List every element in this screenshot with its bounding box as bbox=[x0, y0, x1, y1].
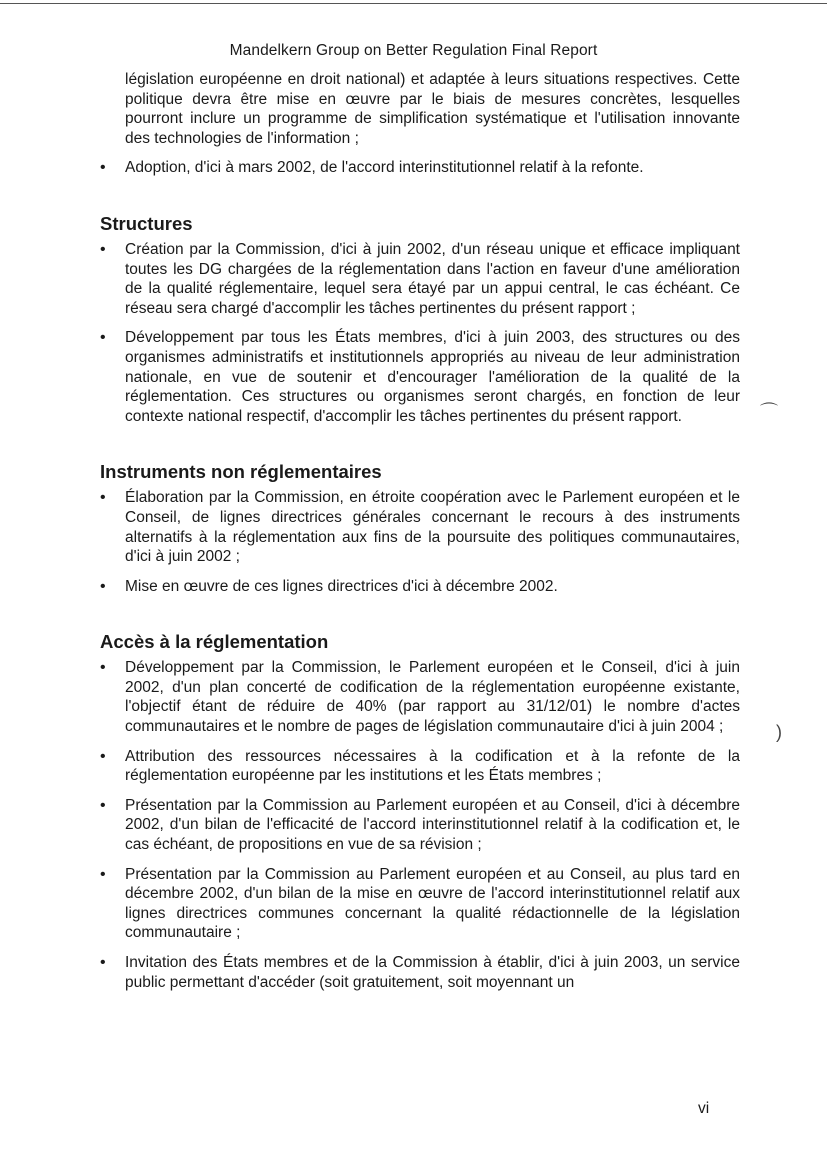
page-header: Mandelkern Group on Better Regulation Final Report bbox=[229, 42, 598, 59]
list-item-text: Invitation des États membres et de la Commission à établir, d'ici à juin 2003, un service public permettant d'accéder (soit gratuitement, soit moyennant un bbox=[125, 954, 740, 991]
bullet-icon: • bbox=[100, 954, 106, 971]
section-acces bbox=[100, 630, 740, 992]
section-heading: Instruments non réglementaires bbox=[100, 461, 382, 483]
list-item bbox=[100, 865, 740, 943]
continuation-paragraph: législation européenne en droit national) et adaptée à leurs situations respectives. Cette politique devra être mise en œuvre par le biais de mesures concrètes, lesquelles pourront inclure un programme de simplification systématique et l'utilisation innovante des technologies de l'information ; bbox=[125, 71, 740, 147]
list-item-text: Attribution des ressources nécessaires à la codification et à la refonte de la réglementation européenne par les institutions et les États membres ; bbox=[125, 747, 740, 785]
list-item-text: Présentation par la Commission au Parlement européen et au Conseil, d'ici à décembre 2002, d'un bilan de l'efficacité de l'accord interinstitutionnel relatif à la codification et, le cas échéant, de propositions en vue de sa révision ; bbox=[125, 796, 740, 854]
page-content bbox=[100, 70, 740, 992]
section-structures bbox=[100, 212, 740, 426]
list-item bbox=[100, 328, 740, 426]
section-bullet-list bbox=[100, 658, 740, 992]
section-instruments bbox=[100, 460, 740, 596]
intro-bullet-list bbox=[100, 158, 740, 178]
list-item bbox=[100, 747, 740, 786]
section-heading: Accès à la réglementation bbox=[100, 631, 329, 653]
top-border-line bbox=[0, 3, 827, 4]
list-item bbox=[100, 158, 740, 178]
section-bullet-list bbox=[100, 240, 740, 426]
list-item-text: Développement par la Commission, le Parlement européen et le Conseil, d'ici à juin 2002, d'un plan concerté de codification de la réglementation européenne existante, l'objectif étant de réduire de 40% (par rapport au 31/12/01) le nombre d'actes communautaires et le nombre de pages de législation communautaire d'ici à juin 2004 ; bbox=[125, 659, 740, 736]
bullet-icon: • bbox=[100, 329, 106, 347]
list-item-text: Mise en œuvre de ces lignes directrices d'ici à décembre 2002. bbox=[125, 577, 558, 595]
bullet-icon: • bbox=[100, 796, 106, 814]
section-bullet-list bbox=[100, 488, 740, 596]
list-item-text: Développement par tous les États membres, d'ici à juin 2003, des structures ou des organismes administratifs et institutionnels appropriés au niveau de leur administration nationale, en vue de soutenir et d'encourager l'amélioration de la qualité de la réglementation. Ces structures ou organismes seront chargés, en fonction de leur contexte national respectif, d'accomplir les tâches pertinentes du présent rapport. bbox=[125, 329, 740, 425]
bullet-icon: • bbox=[100, 747, 106, 765]
bullet-icon: • bbox=[100, 240, 106, 258]
list-item bbox=[100, 240, 740, 318]
section-heading: Structures bbox=[100, 212, 193, 234]
bullet-icon: • bbox=[100, 159, 106, 177]
list-item bbox=[100, 658, 740, 736]
list-item bbox=[100, 953, 740, 992]
list-item-text: Élaboration par la Commission, en étroite coopération avec le Parlement européen et le Conseil, de lignes directrices générales concernant le recours à des instruments alternatifs à la réglementation aux fins de la poursuite des politiques communautaires, d'ici à juin 2002 ; bbox=[125, 489, 740, 566]
list-item bbox=[100, 488, 740, 566]
bullet-icon: • bbox=[100, 659, 106, 677]
list-item bbox=[100, 577, 740, 597]
bullet-icon: • bbox=[100, 577, 106, 595]
list-item-text: Création par la Commission, d'ici à juin 2002, d'un réseau unique et efficace impliquant toutes les DG chargées de la réglementation dans l'action en faveur d'une amélioration de la qualité réglementaire, lequel sera étayé par un appui central, le cas échéant. Ce réseau sera chargé d'accomplir les tâches pertinentes du présent rapport ; bbox=[125, 240, 740, 317]
bullet-icon: • bbox=[100, 489, 106, 507]
page-number: vi bbox=[698, 1100, 710, 1117]
list-item bbox=[100, 796, 740, 855]
list-item-text: Adoption, d'ici à mars 2002, de l'accord interinstitutionnel relatif à la refonte. bbox=[125, 159, 644, 177]
bullet-icon: • bbox=[100, 865, 106, 883]
list-item-text: Présentation par la Commission au Parlement européen et au Conseil, au plus tard en décembre 2002, d'un bilan de la mise en œuvre de l'accord interinstitutionnel relatif aux lignes directrices communes concernant la qualité rédactionnelle de la législation communautaire ; bbox=[125, 865, 740, 942]
scan-mark: ⌒ bbox=[760, 402, 778, 422]
scan-mark: ) bbox=[776, 722, 782, 742]
